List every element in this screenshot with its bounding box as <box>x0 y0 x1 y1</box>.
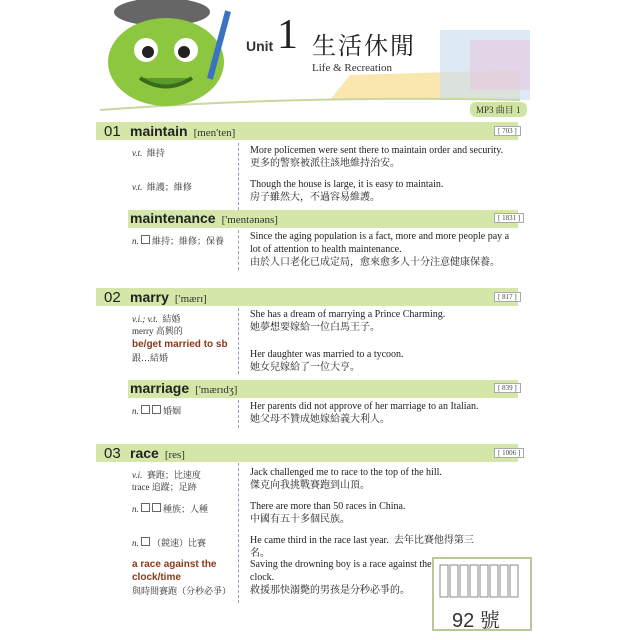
phrase-meaning: 跟…結婚 <box>132 353 169 363</box>
headword: marriage ['mærɪdʒ] <box>130 380 238 396</box>
example: Jack challenged me to race to the top of the hill. 傑克向我挑戰賽跑到山頂。 <box>250 467 442 491</box>
example: Saving the drowning boy is a race against the clock. 救援那快溺斃的男孩是分秒必爭的。 <box>250 559 432 596</box>
headword: race [res] <box>130 445 185 461</box>
entry-number: 03 <box>104 445 121 462</box>
phrase: be/get married to sb <box>132 339 228 350</box>
sense: n. （競速）比賽 <box>132 538 207 548</box>
phrase: a race against the clock/time <box>132 559 217 583</box>
example: There are more than 50 races in China. 中國有五十多個民族。 <box>250 501 406 525</box>
headword: maintenance ['mentənəns] <box>130 210 278 226</box>
frequency-code: [ 1006 ] <box>494 448 524 458</box>
phrase-block <box>132 338 232 364</box>
sense: v.t. 維護；維修 <box>132 182 192 192</box>
shelf-graphic <box>434 559 530 599</box>
example: Since the aging population is a fact, more and more people pay a lot of attention to health maintenance. 由於人口老化已成定局，愈來愈多人十分注意健康保養。 <box>250 231 510 268</box>
divider <box>238 463 239 603</box>
phrase-meaning: 與時間賽跑（分秒必爭） <box>132 586 232 596</box>
example: He came third in the race last year. 去年比賽他得第三名。 <box>250 535 474 559</box>
sense: n. 維持；維修；保養 <box>132 236 225 246</box>
mascot-illustration <box>100 0 240 118</box>
unit-title: 生活休閒 <box>312 32 416 60</box>
sense: v.t. 維持 <box>132 148 165 158</box>
entry-number: 01 <box>104 123 121 140</box>
divider <box>238 308 239 374</box>
divider <box>238 400 239 428</box>
sense: v.i. 賽跑；比速度 <box>132 470 201 480</box>
phonetic: ['mærɪdʒ] <box>195 384 238 396</box>
example: Her parents did not approve of her marriage to an Italian. 她父母不贊成她嫁給義大利人。 <box>250 401 479 425</box>
phonetic: [men'ten] <box>193 127 236 139</box>
divider <box>238 143 239 215</box>
entry-number: 02 <box>104 289 121 306</box>
unit-subtitle: Life & Recreation <box>312 62 393 74</box>
frequency-code: [ 817 ] <box>494 292 521 302</box>
frequency-code: [ 703 ] <box>494 126 521 136</box>
mp3-track-label: MP3 曲目 1 <box>470 102 527 117</box>
related-word: trace 追蹤；足跡 <box>132 482 197 492</box>
divider <box>238 230 239 270</box>
example: Her daughter was married to a tycoon. 她女兒嫁給了一位大亨。 <box>250 349 404 373</box>
example: More policemen were sent there to maintain order and security. 更多的警察被派往該地維持治安。 <box>250 145 504 169</box>
sense: n. 婚姻 <box>132 406 182 416</box>
headword: marry ['mærɪ] <box>130 289 207 305</box>
stamp-label: 92 號 <box>452 610 500 632</box>
sense: n. 種族；人種 <box>132 504 209 514</box>
headword: maintain [men'ten] <box>130 123 236 139</box>
related-word: merry 高興的 <box>132 326 183 336</box>
unit-number: 1 <box>277 12 298 58</box>
phonetic: ['mentənəns] <box>221 214 278 226</box>
phonetic: ['mærɪ] <box>174 293 207 305</box>
frequency-code: [ 839 ] <box>494 383 521 393</box>
sense: v.i.; v.t. 結婚 <box>132 314 181 324</box>
phrase-block <box>132 558 236 597</box>
example: She has a dream of marrying a Prince Charming. 她夢想要嫁給一位白馬王子。 <box>250 309 446 333</box>
frequency-code: [ 1831 ] <box>494 213 524 223</box>
phonetic: [res] <box>164 449 185 461</box>
unit-label: Unit <box>246 38 274 54</box>
example: Though the house is large, it is easy to maintain. 房子雖然大，不過容易維護。 <box>250 179 444 203</box>
